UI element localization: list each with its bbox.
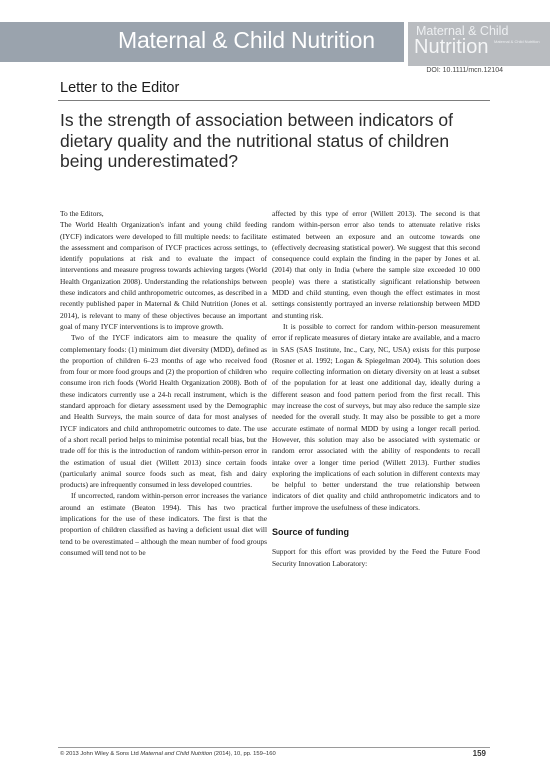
copyright: © 2013 John Wiley & Sons Ltd (60, 751, 139, 757)
paragraph: The World Health Organization's infant and young child feeding (IYCF) indicators were developed to fill multiple needs: to facilitate the assessment and comparison of IYCF practices across settings, to identify populations at risk and to evaluate the impact of interventions and measure progress towards achieving targets (World Health Organization 2008). Understanding the relationships between these indicators and child anthropometric outcomes, as described in a recently published paper in Maternal & Child Nutrition (Jones et al. 2014), is relevant to many of these objectives because an important goal of many IYCF interventions is to improve growth. (60, 220, 267, 331)
footer-citation (60, 751, 276, 757)
funding-heading: Source of funding (272, 527, 349, 538)
doi: DOI: 10.1111/mcn.12104 (426, 67, 503, 74)
citation-details: (2014), 10, pp. 159–160 (213, 751, 276, 757)
footer-rule (58, 747, 490, 748)
journal-title: Maternal & Child Nutrition (118, 27, 375, 53)
salutation: To the Editors, (60, 209, 104, 218)
paragraph: It is possible to correct for random within-person measurement error if replicate measures of dietary intake are available, and a macro in SAS (SAS Institute, Inc., Cary, NC, USA) exists for this purpose (Rosner et al. 1992; Logan & Spiegelman 2004). This solution does require collecting information on dietary diversity on at least a subset of the population for at least one additional day, ideally during a different season and food pattern period from the first recall. This may increase the cost of surveys, but may also reduce the sample size needed for the overall study. It may also be possible to get a more accurate estimate of normal MDD by using a longer recall period. However, this solution may also be associated with systematic or random error associated with the ability of respondents to recall intake over a longer time period (Willett 2013). Further studies exploring the implications of each solution in different contexts may be helpful to better understand the true relationship between indicators of diet quality and child anthropometric indicators and to further improve the usefulness of these indicators. (272, 321, 480, 512)
article-title: Is the strength of association between indicators of dietary quality and the nutritional status of children being underestimated? (60, 110, 454, 171)
paragraph: If uncorrected, random within-person error increases the variance around an estimate (Beaton 1994). This has two practical implications for the use of these indicators. The first is that the proportion of children classified as having a deficient usual diet will tend to be overestimated – although the mean number of food groups consumed will tend not to be (60, 491, 267, 557)
right-column (272, 208, 480, 569)
funding-text: Support for this effort was provided by the Feed the Future Food Security Innovation Laboratory: (272, 547, 480, 568)
page-number: 159 (472, 749, 486, 758)
section-label: Letter to the Editor (60, 80, 180, 96)
journal-name-italic: Maternal and Child Nutrition (140, 751, 213, 757)
logo-text-line1: Maternal & Child (416, 24, 509, 38)
logo-subtext: Maternal & Child Nutrition (494, 39, 540, 44)
journal-logo (408, 22, 550, 66)
left-column (60, 208, 267, 558)
header-rule (58, 100, 490, 101)
journal-header (0, 0, 550, 66)
logo-text-line2: Nutrition (414, 36, 489, 58)
paragraph: affected by this type of error (Willett 2013). The second is that random within-person error also tends to attenuate relative risks estimated between an exposure and an outcome towards one (effectively decreasing statistical power). We suggest that this second consequence could explain the finding in the paper by Jones et al. (2014) that only in India (where the sample size exceeded 10 000 people) was there a statistically significant relationship between MDD and child stunting, even though the effect estimates in most settings consistently portrayed an inverse relationship between MDD and stunting risk. (272, 209, 480, 320)
paragraph: Two of the IYCF indicators aim to measure the quality of complementary foods: (1) minimum diet diversity (MDD), defined as the proportion of children 6–23 months of age who received food from four or more food groups and (2) the proportion of children who consume iron rich foods (World Health Organization 2008). Both of these indicators currently use a 24-h recall instrument, which is the standard approach for dietary assessment used by the Demographic and Health Surveys, the main source of data for most analyses of IYCF indicators and child anthropometric outcomes to date. The use of a short recall period helps to minimise potential recall bias, but the trade off for this is the introduction of random within-person error in the estimation of usual diet (Willett 2013) since certain foods (particularly animal source foods such as meat, fish and dairy products) are infrequently consumed in less developed countries. (60, 333, 267, 490)
